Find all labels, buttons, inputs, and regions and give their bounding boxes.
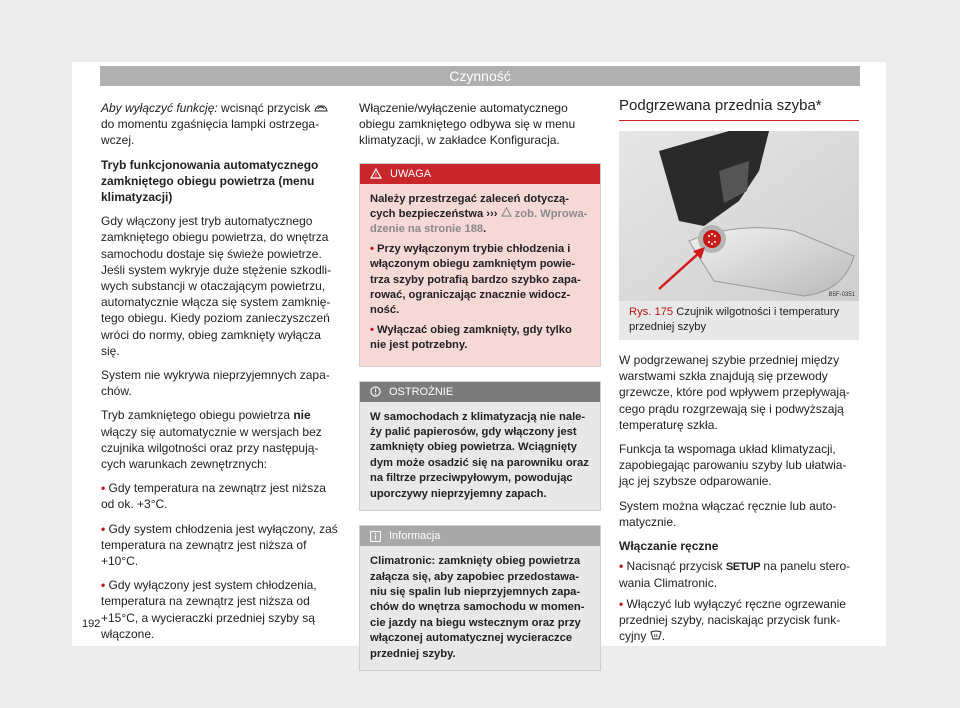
svg-text:!: ! — [375, 173, 377, 180]
paragraph-mode: Gdy włączony jest tryb automatycznego zamkniętego obiegu powietrza, do wnętrza samochodu dostaje się świeże powietrze. Jeśli system wykryje duże stężenie szkodli-wych substancji w otaczającym powietrzu, automatycznie włącza się system zamknię-tego obiegu. Kiedy poziom zanieczyszczeń wróci do normy, obieg zamknięty wyłącza się. — [101, 214, 332, 358]
warning-item-text: Wyłączać obieg zamknięty, gdy tylko nie jest potrzebny. — [370, 323, 572, 352]
recirculation-car-icon — [314, 104, 328, 113]
caption-label: Rys. 175 — [629, 306, 674, 319]
instruction-tail: do momentu zgaśnięcia lampki ostrzega-wczej. — [101, 117, 320, 148]
conditions-text: Tryb zamkniętego obiegu powietrza — [101, 408, 294, 423]
bullet-icon: • — [619, 596, 624, 611]
info-body: Climatronic: zamknięty obieg powietrza załącza się, aby zapobiec przedostawa-niu się spalin lub nieprzyjemnych zapa-chów do wnętrza samochodu w momen-cie jazdy na biegu wstecznym oraz przy włączonej automatycznej wycieraczce przedniej szyby. — [360, 546, 600, 670]
column-right — [619, 98, 859, 652]
figure-caption — [619, 301, 859, 340]
paragraph-function: Funkcja ta wspomaga układ klimatyzacji, zapobiegając parowaniu szyby lub ułatwia-jąc jej szybsze odparowanie. — [619, 442, 847, 489]
list-item — [619, 558, 859, 591]
sensor-figure — [619, 131, 859, 301]
section-title: Podgrzewana przednia szyba* — [619, 98, 859, 121]
paragraph-conditions — [101, 407, 341, 472]
reference-end: . — [483, 223, 487, 236]
bullet-icon: • — [619, 559, 624, 574]
bullet-icon: • — [101, 481, 106, 496]
paragraph-modes: System można włączać ręcznie lub auto-matycznie. — [619, 498, 837, 529]
caution-title: OSTROŻNIE — [389, 385, 454, 398]
windshield-sensor-illustration — [619, 131, 859, 301]
info-box — [359, 525, 601, 671]
paragraph-odors: System nie wykrywa nieprzyjemnych zapa-chów. — [101, 368, 330, 399]
intro-paragraph: Włączenie/wyłączenie automatycznego obiegu zamkniętego odbywa się w menu klimatyzacji, w zakładce Konfiguracja. — [359, 101, 576, 148]
list-item-text: Włączyć lub wyłączyć ręczne ogrzewanie przedniej szyby, naciskając przycisk funk-cyjny — [619, 596, 846, 644]
bullet-icon: • — [370, 323, 374, 336]
warning-ref-icon — [501, 207, 512, 217]
figure-code: B5F-0351 — [828, 292, 855, 299]
caution-box — [359, 381, 601, 511]
page-header: Czynność — [100, 66, 860, 86]
caption-text: Czujnik wilgotności i temperatury przedniej szyby — [629, 306, 840, 333]
list-item — [101, 480, 341, 512]
setup-key-label: SETUP — [725, 561, 761, 574]
caution-body: W samochodach z klimatyzacją nie nale-ży palić papierosów, gdy włączony jest zamknięty obieg powietrza. Wciągnięty dym może osadzić się na parowniku oraz na filtrze przeciwpyłowym, powodując uporczywy nieprzyjemny zapach. — [360, 402, 600, 510]
column-left — [101, 100, 341, 650]
list-item — [101, 577, 341, 642]
warning-title: UWAGA — [390, 167, 432, 180]
warning-item-text: Przy wyłączonym trybie chłodzenia i włączonym obiegu zamkniętym powie-trza szyby potrafią bardzo szybko zapa-rować, ograniczając znacznie widocz-ność. — [370, 242, 581, 317]
warning-header — [360, 164, 600, 184]
page-number: 192 — [82, 618, 101, 630]
conditions-bold: nie — [293, 408, 311, 423]
info-icon — [370, 531, 381, 542]
list-item-text: Gdy temperatura na zewnątrz jest niższa od ok. +3°C. — [101, 481, 326, 512]
column-middle — [359, 100, 601, 685]
info-title: Informacja — [389, 530, 441, 543]
info-header — [360, 526, 600, 546]
warning-item — [370, 323, 590, 354]
warning-intro — [370, 192, 590, 238]
list-item: • Włączyć lub wyłączyć ręczne ogrzewanie przedniej szyby, naciskając przycisk funk-cyjny . — [619, 596, 846, 644]
warning-text: Należy przestrzegać zaleceń dotyczą-cych bezpieczeństwa — [370, 192, 569, 221]
warning-triangle-icon — [370, 168, 382, 179]
list-item-text: Gdy system chłodzenia jest wyłączony, zaś temperatura na zewnątrz jest niższa of +10°C. — [101, 521, 338, 569]
caution-circle-icon — [370, 386, 381, 397]
reference-arrow: ››› — [486, 208, 498, 221]
bullet-icon: • — [370, 242, 374, 255]
list-item-text: Nacisnąć przycisk — [626, 559, 726, 574]
page-reference-link[interactable]: zob. Wprowa-dzenie na stronie 188 — [370, 208, 588, 236]
manual-heading: Włączanie ręczne — [619, 539, 719, 554]
instruction-label: Aby wyłączyć funkcję: — [101, 101, 218, 115]
paragraph-heating: W podgrzewanej szybie przedniej między warstwami szkła znajdują się przewody grzewcze, które pod wpływem przepływają-cego prądu rozgrzewają się i podwyższają temperaturę szkła. — [619, 353, 850, 432]
section-heading: Tryb funkcjonowania automatycznego zamkniętego obiegu powietrza (menu klimatyzacji) — [101, 157, 319, 205]
bullet-icon: • — [101, 578, 106, 593]
warning-body — [360, 184, 600, 366]
conditions-tail: włączy się automatycznie w wersjach bez czujnika wilgotności oraz przy następują-cych warunkach zewnętrznych: — [101, 424, 322, 472]
warning-item — [370, 242, 590, 319]
windshield-heating-icon — [650, 630, 662, 640]
list-item-tail: na panelu stero-wania Climatronic. — [619, 559, 851, 591]
instruction-text: wcisnąć przycisk — [217, 101, 314, 115]
caution-header — [360, 382, 600, 402]
warning-box — [359, 163, 601, 367]
bullet-icon: • — [101, 521, 106, 536]
list-item — [101, 521, 341, 570]
disable-instruction — [101, 100, 341, 149]
list-item-text: Gdy wyłączony jest system chłodzenia, temperatura na zewnątrz jest niższa od +15°C, a wycieraczki przedniej szyby są włączone. — [101, 578, 317, 641]
